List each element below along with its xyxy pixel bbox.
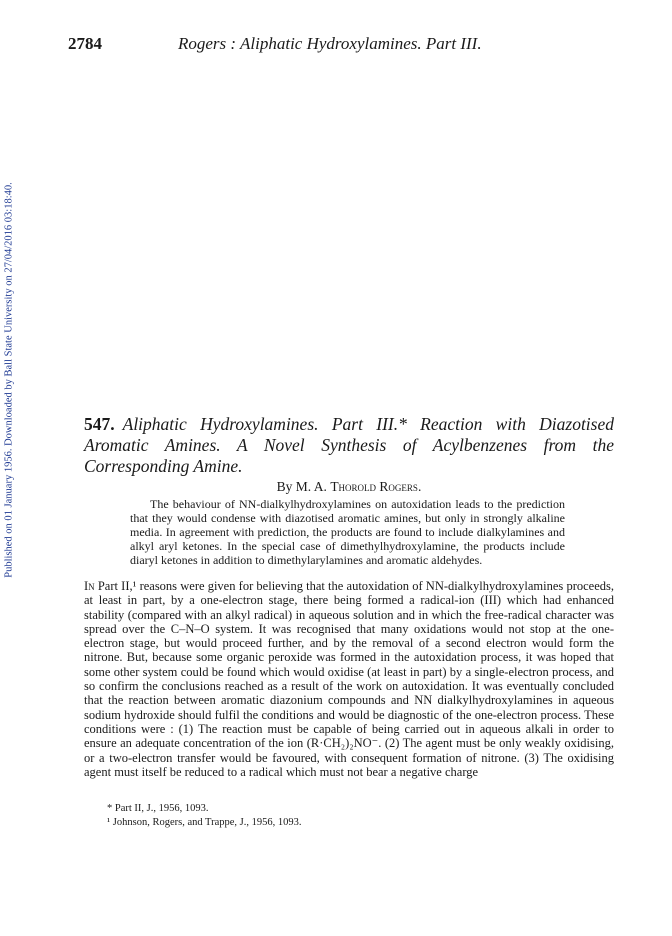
article-number: 547. bbox=[84, 414, 115, 434]
abstract: The behaviour of NN-dialkylhydroxylamines on autoxidation leads to the prediction that they would condense with diazotised aromatic amines, but only in strongly alkaline media. In agreement with prediction, the products are found to include dialkylamines and alkyl aryl ketones. In the special case of dimethylhydroxylamine, the products include diaryl ketones in addition to dimethylarylamines and aromatic aldehydes. bbox=[130, 497, 565, 567]
body-lead-word: In bbox=[84, 579, 95, 593]
body-paragraph bbox=[84, 579, 614, 779]
download-watermark bbox=[2, 160, 16, 600]
body-text: Part II,¹ reasons were given for believing that the autoxidation of NN-dialkylhydroxylamines proceeds, at least in part, by a one-electron stage, there being formed a radical-ion (III) which had enhanced stability (compared with an alkyl radical) in aqueous solution and in which the free-radical character was spread over the C–N–O system. It was recognised that many oxidations would not stop at the one-electron stage, but would proceed further, and by the removal of a second electron would form the nitrone. But, because some organic peroxide was formed in the autoxidation process, it was hoped that some other system could be found which would oxidise (at least in part) by a single-electron process, and so confirm the conclusions reached as a result of the work on autoxidation. It was eventually concluded that the reaction between aromatic diazonium compounds and NN dialkylhydroxylamines in aqueous sodium hydroxide should fulfil the conditions and would be diagnostic of the one-electron process. These conditions were : (1) The reaction must be capable of being carried out in aqueous alkali in order to ensure an adequate concentration of the ion (R·CH₂)₂NO⁻. (2) The agent must be only weakly oxidising, or a two-electron transfer would be favoured, with consequent formation of nitrone. (3) The oxidising agent must itself be reduced to a radical which must not bear a negative charge bbox=[84, 579, 614, 779]
author-name: Thorold Rogers. bbox=[330, 479, 422, 494]
article-title bbox=[84, 414, 614, 477]
footnote-2: ¹ Johnson, Rogers, and Trappe, J., 1956, 1093. bbox=[107, 817, 302, 828]
running-title: Rogers : Aliphatic Hydroxylamines. Part III. bbox=[178, 34, 482, 53]
byline-prefix: By M. A. bbox=[276, 479, 327, 494]
running-header bbox=[68, 34, 608, 56]
download-watermark-text: Published on 01 January 1956. Downloaded by Ball State University on 27/04/2016 03:18:40. bbox=[3, 182, 15, 578]
footnote-1: * Part II, J., 1956, 1093. bbox=[107, 803, 209, 814]
byline bbox=[84, 479, 614, 495]
page-number: 2784 bbox=[68, 34, 102, 53]
article-title-text: Aliphatic Hydroxylamines. Part III.* Reaction with Diazotised Aromatic Amines. A Novel Synthesis of Acylbenzenes from the Corresponding Amine. bbox=[84, 414, 614, 476]
footnotes bbox=[107, 802, 547, 830]
